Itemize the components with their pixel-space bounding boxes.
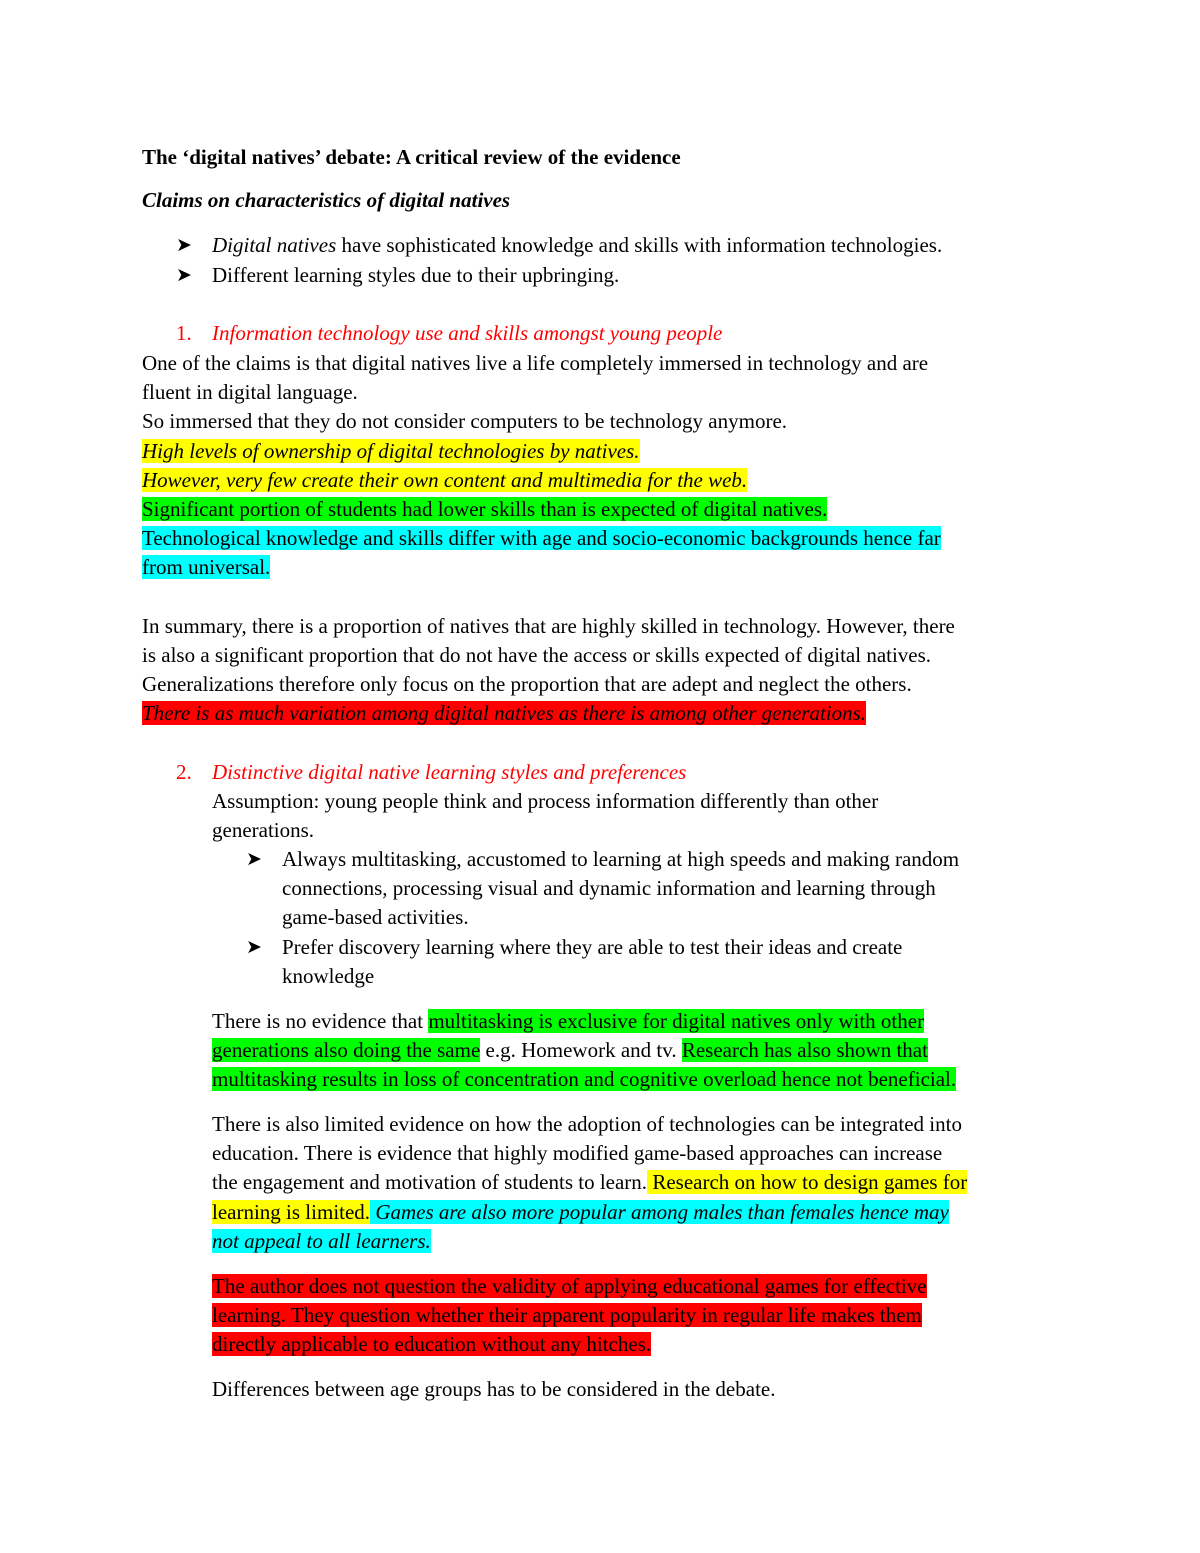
multitask-line-3: multitasking results in loss of concentration and cognitive overload hence not beneficial. <box>212 1067 957 1091</box>
summary-line: Generalizations therefore only focus on the proportion that are adept and neglect the others. <box>142 672 912 696</box>
subtitle: Claims on characteristics of digital natives <box>142 188 511 212</box>
bullet-1-line: connections, processing visual and dynamic information and learning through <box>282 876 936 900</box>
author-red-line: learning. They question whether their apparent popularity in regular life makes them <box>212 1303 922 1327</box>
technology-line-3: the engagement and motivation of students to learn. Research on how to design games for <box>212 1170 968 1194</box>
arrowhead-bullet-icon: ➤ <box>246 848 262 870</box>
author-red-line: The author does not question the validity of applying educational games for effective <box>212 1274 927 1298</box>
claim-item-2: Different learning styles due to their upbringing. <box>212 263 620 287</box>
s1-highlight-yellow-2: However, very few create their own content and multimedia for the web. <box>142 468 748 492</box>
assumption-line: generations. <box>212 818 315 842</box>
bullet-2-line: Prefer discovery learning where they are able to test their ideas and create <box>282 935 903 959</box>
section-1-heading: Information technology use and skills amongst young people <box>212 321 723 345</box>
author-red-line: directly applicable to education without any hitches. <box>212 1332 652 1356</box>
s1-highlight-green: Significant portion of students had lower skills than is expected of digital natives. <box>142 497 828 521</box>
bullet-1-line: game-based activities. <box>282 905 469 929</box>
claim-item-1-italic: Digital natives <box>212 233 337 257</box>
arrowhead-bullet-icon: ➤ <box>246 936 262 958</box>
section-1-number: 1. <box>176 321 192 345</box>
technology-line: education. There is evidence that highly modified game-based approaches can increase <box>212 1141 943 1165</box>
bullet-1-line: Always multitasking, accustomed to learning at high speeds and making random <box>282 847 960 871</box>
s1-highlight-yellow-1: High levels of ownership of digital technologies by natives. <box>142 439 640 463</box>
closing-line: Differences between age groups has to be considered in the debate. <box>212 1377 776 1401</box>
s1-paragraph-line: One of the claims is that digital natives live a life completely immersed in technology and are <box>142 351 929 375</box>
section-2-heading: Distinctive digital native learning styles and preferences <box>212 760 687 784</box>
claim-item-1-rest: have sophisticated knowledge and skills with information technologies. <box>336 233 943 257</box>
document-title: The ‘digital natives’ debate: A critical review of the evidence <box>142 145 681 169</box>
s1-highlight-red: There is as much variation among digital natives as there is among other generations. <box>142 701 867 725</box>
assumption-line: Assumption: young people think and process information differently than other <box>212 789 879 813</box>
summary-line: is also a significant proportion that do not have the access or skills expected of digital natives. <box>142 643 932 667</box>
technology-line: There is also limited evidence on how the adoption of technologies can be integrated into <box>212 1112 962 1136</box>
multitask-line-1: There is no evidence that multitasking is exclusive for digital natives only with other <box>212 1009 925 1033</box>
technology-line-5: not appeal to all learners. <box>212 1229 431 1253</box>
claim-item-1 <box>212 231 942 259</box>
s1-paragraph-line: fluent in digital language. <box>142 380 358 404</box>
s1-highlight-cyan-2: from universal. <box>142 555 271 579</box>
arrowhead-bullet-icon: ➤ <box>176 234 192 256</box>
section-2-number: 2. <box>176 760 192 784</box>
bullet-2-line: knowledge <box>282 964 375 988</box>
s1-highlight-cyan-1: Technological knowledge and skills differ with age and socio-economic backgrounds hence far <box>142 526 941 550</box>
s1-paragraph-line: So immersed that they do not consider computers to be technology anymore. <box>142 409 788 433</box>
arrowhead-bullet-icon: ➤ <box>176 264 192 286</box>
summary-line: In summary, there is a proportion of natives that are highly skilled in technology. However, there <box>142 614 955 638</box>
technology-line-4: learning is limited. Games are also more popular among males than females hence may <box>212 1200 949 1224</box>
multitask-line-2: generations also doing the same e.g. Homework and tv. Research has also shown that <box>212 1038 928 1062</box>
